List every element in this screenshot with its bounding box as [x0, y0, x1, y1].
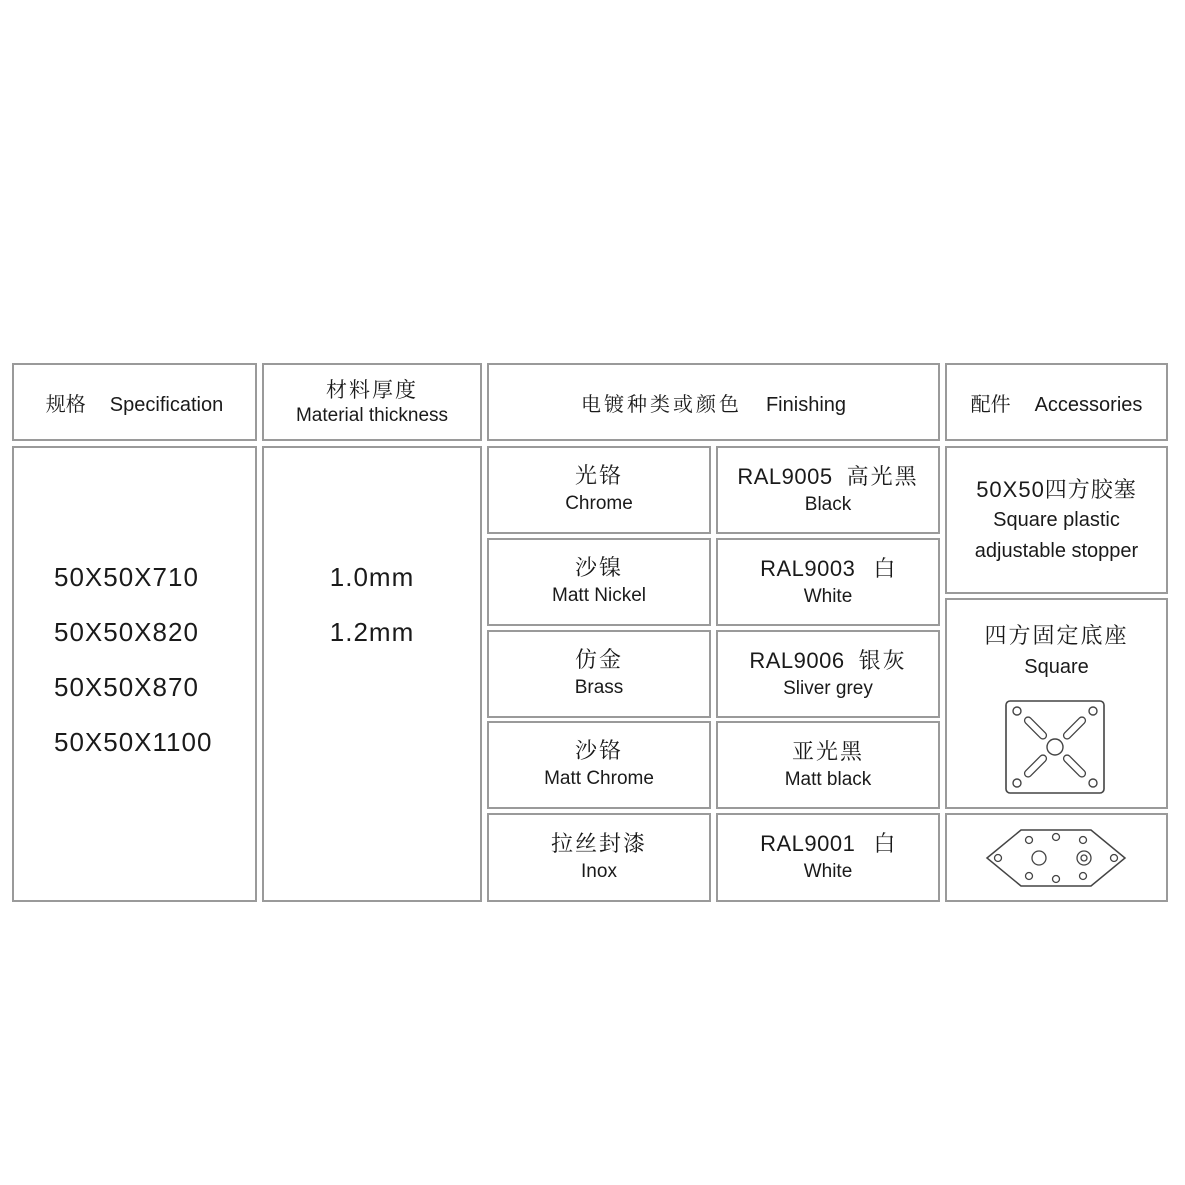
accessory-stopper-cell: [945, 446, 1168, 594]
hexagonal-mounting-plate-icon: [985, 827, 1127, 889]
color-cell-sliver-grey: [716, 630, 940, 718]
color-zh: 亚光黑: [791, 739, 864, 765]
plating-zh: 拉丝封漆: [550, 831, 647, 857]
spec-item: 50X50X870: [54, 672, 199, 702]
color-zh: 白: [873, 556, 896, 582]
plating-en: Matt Nickel: [552, 585, 646, 606]
color-cell-black: [716, 446, 940, 534]
plating-zh: 沙铬: [574, 739, 623, 764]
base-title: 四方固定底座: [984, 624, 1129, 649]
color-cell-matt-black: [716, 721, 940, 809]
thickness-item: 1.2mm: [329, 617, 415, 647]
color-en: Black: [804, 493, 852, 515]
ral-code: RAL9005: [737, 463, 833, 489]
stopper-line2: adjustable stopper: [974, 539, 1139, 562]
plating-cell-matt-chrome: [487, 721, 711, 809]
specification-list: [54, 550, 212, 770]
accessory-base-cell: [945, 598, 1168, 809]
header-accessories: [945, 363, 1168, 441]
header-specification: [12, 363, 257, 441]
plating-en: Chrome: [565, 493, 633, 514]
header-finishing: [487, 363, 940, 441]
header-thickness-en: Material thickness: [295, 404, 449, 426]
color-zh: 白: [873, 832, 896, 857]
plating-en: Matt Chrome: [544, 768, 654, 789]
ral-code: RAL9003: [760, 555, 856, 581]
thickness-list: [264, 550, 480, 660]
header-accessories-zh: 配件: [970, 391, 1011, 416]
color-cell-white-9003: [716, 538, 940, 626]
plating-cell-matt-nickel: [487, 538, 711, 626]
stopper-title: 50X50四方胶塞: [976, 476, 1137, 502]
color-en: Matt black: [784, 768, 872, 790]
header-accessories-en: Accessories: [1034, 393, 1143, 416]
ral-code: RAL9006: [749, 647, 845, 673]
plating-en: Brass: [574, 677, 624, 698]
stopper-line1: Square plastic: [993, 508, 1120, 531]
specification-cell: [12, 446, 257, 902]
header-material-thickness: [262, 363, 482, 441]
header-spec-zh: 规格: [45, 391, 86, 416]
header-finishing-zh: 电镀种类或颜色: [580, 391, 742, 416]
color-en: White: [803, 861, 853, 882]
accessory-plate-cell: [945, 813, 1168, 902]
plating-cell-brass: [487, 630, 711, 718]
spec-item: 50X50X1100: [54, 727, 213, 757]
plating-zh: 仿金: [574, 648, 623, 673]
plating-en: Inox: [581, 860, 617, 882]
color-cell-white-9001: [716, 813, 940, 902]
spec-item: 50X50X710: [54, 562, 199, 592]
plating-zh: 沙镍: [574, 556, 623, 581]
color-en: Sliver grey: [783, 677, 873, 699]
header-spec-en: Specification: [109, 393, 224, 416]
base-subtitle: Square: [1024, 656, 1089, 678]
thickness-cell: [262, 446, 482, 902]
header-thickness-zh: 材料厚度: [326, 377, 418, 402]
square-base-plate-icon: [1005, 700, 1105, 794]
color-zh: 银灰: [858, 648, 907, 674]
color-en: White: [803, 585, 853, 607]
thickness-item: 1.0mm: [329, 562, 415, 592]
plating-cell-inox: [487, 813, 711, 902]
color-zh: 高光黑: [846, 464, 919, 490]
plating-zh: 光铬: [574, 464, 623, 489]
ral-code: RAL9001: [760, 831, 856, 856]
plating-cell-chrome: [487, 446, 711, 534]
spec-item: 50X50X820: [54, 617, 199, 647]
header-finishing-en: Finishing: [765, 393, 847, 416]
